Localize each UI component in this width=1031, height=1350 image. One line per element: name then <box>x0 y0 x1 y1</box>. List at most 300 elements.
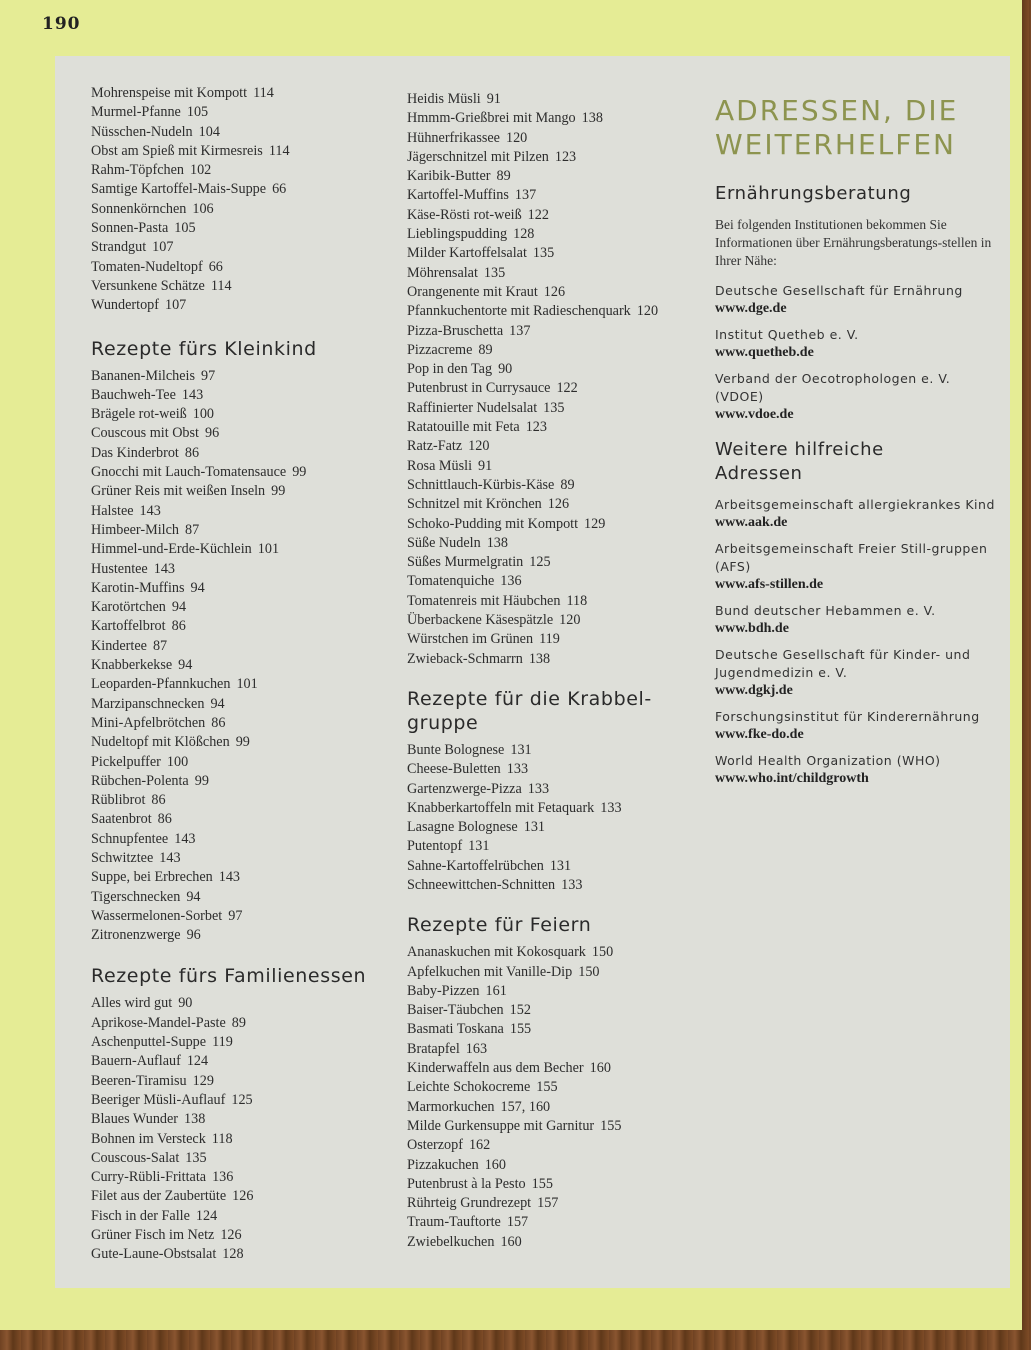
index-entry <box>91 560 391 579</box>
recipe-page: 131 <box>468 838 490 855</box>
recipe-name: Heidis Müsli <box>407 91 481 107</box>
addresses-title-line2: WEITERHELFEN <box>715 128 956 161</box>
recipe-page: 135 <box>483 264 506 281</box>
recipe-page: 125 <box>529 554 551 571</box>
ernaehrung-addresses <box>715 282 1000 424</box>
recipe-name: Aschenputtel-Suppe <box>91 1034 207 1051</box>
index-entry <box>91 1033 391 1052</box>
organization-url: www.who.int/childgrowth <box>715 771 869 786</box>
index-entry <box>407 1020 707 1039</box>
recipe-name: Milder Kartoffelsalat <box>407 245 527 262</box>
recipe-name: Couscous mit Obst <box>91 425 199 442</box>
recipe-page: 87 <box>184 521 200 538</box>
organization-name: World Health Organization (WHO) <box>715 753 941 768</box>
addresses-title <box>715 94 1000 162</box>
recipe-name: Lieblingspudding <box>407 226 508 243</box>
recipe-page: 86 <box>151 792 166 809</box>
recipe-page: 133 <box>527 780 550 797</box>
index-entry <box>407 418 707 437</box>
content-area <box>55 56 1010 1288</box>
recipe-name: Mini-Apfelbrötchen <box>91 714 206 731</box>
heading-krabbelgruppe <box>407 687 707 735</box>
organization-name: Deutsche Gesellschaft für Ernährung <box>715 283 963 298</box>
index-entry <box>91 386 391 405</box>
recipe-name: Bratapfel <box>407 1040 460 1057</box>
recipe-page: 126 <box>232 1188 254 1205</box>
index-entry <box>91 675 391 694</box>
index-entry <box>91 1130 391 1149</box>
index-entry <box>91 868 391 887</box>
recipe-page: 89 <box>560 476 575 493</box>
recipe-name: Knabberkartoffeln mit Fetaquark <box>407 799 595 816</box>
heading-krabbelgruppe-line2: gruppe <box>407 711 479 734</box>
recipe-name: Bananen-Milcheis <box>91 367 196 384</box>
index-entry <box>407 322 707 341</box>
recipe-page: 94 <box>178 657 193 674</box>
list-familienessen <box>91 994 391 1264</box>
address-entry <box>715 370 1000 424</box>
recipe-page: 120 <box>636 303 659 320</box>
index-entry <box>91 84 391 103</box>
recipe-name: Versunkene Schätze <box>91 277 205 294</box>
recipe-page: 94 <box>186 888 201 905</box>
recipe-name: Pizza-Bruschetta <box>407 322 504 339</box>
organization-name: Forschungsinstitut für Kinderernährung <box>715 709 980 724</box>
recipe-name: Rührteig Grundrezept <box>407 1195 532 1212</box>
index-entry <box>407 837 707 856</box>
recipe-page: 131 <box>549 857 572 874</box>
weitere-addresses <box>715 496 1000 788</box>
heading-krabbelgruppe-line1: Rezepte für die Krabbel- <box>407 687 652 710</box>
recipe-page: 136 <box>500 573 522 590</box>
index-column-2 <box>407 90 707 1252</box>
index-entry <box>407 495 707 514</box>
organization-name: Deutsche Gesellschaft für Kinder- und Jugendmedizin e. V. <box>715 647 971 680</box>
index-entry <box>91 637 391 656</box>
recipe-page: 128 <box>222 1246 244 1263</box>
index-entry <box>91 424 391 443</box>
recipe-page: 107 <box>152 239 174 256</box>
organization-url: www.quetheb.de <box>715 345 814 360</box>
recipe-name: Baby-Pizzen <box>407 982 480 999</box>
recipe-name: Tomatenquiche <box>407 573 495 590</box>
index-entry <box>407 244 707 263</box>
organization-url: www.aak.de <box>715 515 788 530</box>
recipe-page: 91 <box>486 91 501 107</box>
recipe-name: Marmorkuchen <box>407 1098 495 1115</box>
recipe-name: Pfannkuchentorte mit Radieschenquark <box>407 303 631 320</box>
list-continued-2 <box>407 90 707 669</box>
index-entry <box>407 1233 707 1252</box>
index-entry <box>407 780 707 799</box>
recipe-name: Karotin-Muffins <box>91 579 185 596</box>
index-entry <box>407 379 707 398</box>
recipe-name: Rüblibrot <box>91 792 146 809</box>
recipe-name: Strandgut <box>91 239 147 256</box>
recipe-page: 155 <box>536 1079 558 1096</box>
index-entry <box>407 611 707 630</box>
recipe-name: Schoko-Pudding mit Kompott <box>407 515 579 532</box>
index-entry <box>407 1213 707 1232</box>
recipe-name: Curry-Rübli-Frittata <box>91 1169 207 1186</box>
recipe-page: 155 <box>600 1117 622 1134</box>
recipe-page: 94 <box>190 579 205 596</box>
recipe-name: Karibik-Butter <box>407 168 491 185</box>
index-entry <box>407 1001 707 1020</box>
recipe-name: Schnupfentee <box>91 830 169 847</box>
index-entry <box>407 943 707 962</box>
index-entry <box>91 617 391 636</box>
organization-url: www.vdoe.de <box>715 407 794 422</box>
recipe-page: 120 <box>505 129 528 146</box>
recipe-name: Rosa Müsli <box>407 457 473 474</box>
index-entry <box>91 103 391 122</box>
index-entry <box>91 907 391 926</box>
recipe-page: 160 <box>589 1060 611 1077</box>
address-entry <box>715 540 1000 594</box>
recipe-page: 155 <box>509 1021 532 1038</box>
recipe-name: Marzipanschnecken <box>91 695 205 712</box>
recipe-page: 161 <box>485 982 507 999</box>
address-entry <box>715 496 1000 532</box>
list-krabbelgruppe <box>407 741 707 895</box>
recipe-name: Sonnen-Pasta <box>91 220 169 237</box>
index-entry <box>91 277 391 296</box>
index-entry <box>91 791 391 810</box>
index-entry <box>91 1226 391 1245</box>
recipe-name: Cheese-Buletten <box>407 761 501 778</box>
index-entry <box>407 592 707 611</box>
recipe-name: Osterzopf <box>407 1137 463 1154</box>
recipe-page: 101 <box>236 676 258 693</box>
recipe-page: 106 <box>192 200 214 217</box>
recipe-page: 99 <box>292 464 307 481</box>
recipe-name: Das Kinderbrot <box>91 444 179 461</box>
index-entry <box>91 772 391 791</box>
index-entry <box>91 405 391 424</box>
index-entry <box>407 264 707 283</box>
recipe-page: 136 <box>212 1169 234 1186</box>
index-entry <box>91 1207 391 1226</box>
recipe-page: 138 <box>528 650 551 667</box>
addresses-title-line1: ADRESSEN, DIE <box>715 94 959 127</box>
recipe-name: Schneewittchen-Schnitten <box>407 876 556 893</box>
recipe-name: Putenbrust à la Pesto <box>407 1175 526 1192</box>
recipe-page: 157 <box>537 1195 559 1212</box>
recipe-page: 133 <box>506 761 529 778</box>
recipe-name: Nüsschen-Nudeln <box>91 123 193 140</box>
index-entry <box>91 463 391 482</box>
index-entry <box>407 437 707 456</box>
index-entry <box>407 186 707 205</box>
recipe-name: Zitronenzwerge <box>91 927 181 944</box>
recipe-page: 126 <box>220 1227 242 1244</box>
index-entry <box>407 1175 707 1194</box>
recipe-page: 129 <box>192 1072 214 1089</box>
index-entry <box>91 1245 391 1264</box>
index-entry <box>91 258 391 277</box>
index-entry <box>91 161 391 180</box>
recipe-page: 66 <box>272 181 287 198</box>
recipe-name: Knabberkekse <box>91 657 173 674</box>
recipe-page: 119 <box>212 1034 233 1051</box>
recipe-page: 123 <box>525 419 547 436</box>
recipe-page: 131 <box>510 741 532 758</box>
organization-name: Arbeitsgemeinschaft allergiekrankes Kind <box>715 497 995 512</box>
recipe-page: 124 <box>195 1207 218 1224</box>
recipe-page: 160 <box>484 1156 506 1173</box>
recipe-page: 138 <box>486 534 508 551</box>
recipe-page: 89 <box>231 1014 246 1031</box>
recipe-page: 105 <box>174 220 196 237</box>
recipe-name: Kartoffelbrot <box>91 618 166 635</box>
index-entry <box>407 302 707 321</box>
recipe-name: Jägerschnitzel mit Pilzen <box>407 148 549 165</box>
recipe-name: Kinderwaffeln aus dem Becher <box>407 1060 584 1077</box>
recipe-name: Ratz-Fatz <box>407 438 463 455</box>
recipe-page: 122 <box>556 380 578 397</box>
recipe-name: Rübchen-Polenta <box>91 772 189 789</box>
recipe-name: Schwitztee <box>91 849 154 866</box>
recipe-name: Pizzakuchen <box>407 1156 479 1173</box>
recipe-page: 150 <box>591 944 614 961</box>
index-entry <box>91 753 391 772</box>
index-entry <box>407 341 707 360</box>
index-entry <box>91 830 391 849</box>
index-entry <box>91 994 391 1013</box>
heading-kleinkind: Rezepte fürs Kleinkind <box>91 337 317 360</box>
index-entry <box>407 963 707 982</box>
index-entry <box>407 630 707 649</box>
index-entry <box>407 283 707 302</box>
heading-familienessen: Rezepte fürs Familienessen <box>91 965 367 988</box>
recipe-page: 89 <box>496 168 511 185</box>
index-entry <box>91 888 391 907</box>
recipe-name: Fisch in der Falle <box>91 1207 190 1224</box>
recipe-name: Wundertopf <box>91 297 159 314</box>
index-entry <box>91 1072 391 1091</box>
recipe-page: 96 <box>205 425 220 442</box>
recipe-name: Bauern-Auflauf <box>91 1053 181 1070</box>
recipe-page: 86 <box>157 811 172 828</box>
recipe-name: Käse-Rösti rot-weiß <box>407 206 522 223</box>
recipe-name: Bunte Bolognese <box>407 741 505 758</box>
recipe-page: 107 <box>164 297 187 314</box>
recipe-name: Raffinierter Nudelsalat <box>407 399 538 416</box>
index-entry <box>407 457 707 476</box>
recipe-page: 99 <box>235 734 250 751</box>
organization-url: www.dgkj.de <box>715 683 793 698</box>
index-entry <box>91 1168 391 1187</box>
index-entry <box>407 515 707 534</box>
recipe-name: Tigerschnecken <box>91 888 181 905</box>
index-entry <box>91 733 391 752</box>
index-entry <box>91 502 391 521</box>
recipe-name: Couscous-Salat <box>91 1149 180 1166</box>
recipe-page: 143 <box>174 830 196 847</box>
index-entry <box>91 1091 391 1110</box>
organization-name: Arbeitsgemeinschaft Freier Still-gruppen (AFS) <box>715 541 988 574</box>
recipe-page: 137 <box>514 187 537 204</box>
recipe-name: Pizzacreme <box>407 341 473 358</box>
recipe-name: Ananaskuchen mit Kokosquark <box>407 944 586 961</box>
recipe-page: 86 <box>211 714 226 731</box>
index-entry <box>407 553 707 572</box>
recipe-page: 162 <box>468 1137 491 1154</box>
recipe-page: 135 <box>532 245 555 262</box>
heading-weitere-line2: Adressen <box>715 463 803 484</box>
index-entry <box>91 367 391 386</box>
recipe-name: Blaues Wunder <box>91 1111 179 1128</box>
recipe-name: Basmati Toskana <box>407 1021 504 1038</box>
recipe-page: 119 <box>539 631 560 648</box>
recipe-name: Hmmm-Grießbrei mit Mango <box>407 110 576 127</box>
recipe-name: Putentopf <box>407 838 463 855</box>
index-entry <box>91 521 391 540</box>
recipe-name: Brägele rot-weiß <box>91 406 187 423</box>
index-entry <box>91 714 391 733</box>
index-entry <box>407 206 707 225</box>
index-entry <box>91 1014 391 1033</box>
recipe-name: Leoparden-Pfannkuchen <box>91 676 231 693</box>
recipe-name: Grüner Fisch im Netz <box>91 1227 215 1244</box>
address-entry <box>715 646 1000 700</box>
heading-ernaehrungsberatung: Ernährungsberatung <box>715 183 912 204</box>
recipe-name: Alles wird gut <box>91 995 173 1012</box>
index-entry <box>91 926 391 945</box>
recipe-name: Grüner Reis mit weißen Inseln <box>91 483 266 500</box>
index-entry <box>407 90 707 109</box>
recipe-name: Traum-Tauftorte <box>407 1214 501 1231</box>
index-entry <box>91 200 391 219</box>
recipe-page: 97 <box>228 907 243 924</box>
recipe-page: 120 <box>468 438 490 455</box>
index-entry <box>407 129 707 148</box>
recipe-name: Beeren-Tiramisu <box>91 1072 187 1089</box>
recipe-name: Gute-Laune-Obstsalat <box>91 1246 217 1263</box>
recipe-name: Samtige Kartoffel-Mais-Suppe <box>91 181 267 198</box>
recipe-name: Suppe, bei Erbrechen <box>91 869 213 886</box>
recipe-page: 100 <box>192 406 215 423</box>
index-entry <box>407 1059 707 1078</box>
index-entry <box>91 1149 391 1168</box>
index-entry <box>91 579 391 598</box>
recipe-page: 135 <box>543 399 565 416</box>
index-entry <box>91 656 391 675</box>
index-entry <box>407 982 707 1001</box>
recipe-page: 89 <box>478 341 493 358</box>
recipe-page: 104 <box>198 123 220 140</box>
recipe-page: 90 <box>498 361 513 378</box>
recipe-page: 138 <box>184 1111 206 1128</box>
recipe-page: 143 <box>159 849 181 866</box>
recipe-name: Filet aus der Zaubertüte <box>91 1188 227 1205</box>
recipe-page: 97 <box>201 367 216 384</box>
index-entry <box>407 148 707 167</box>
organization-url: www.fke-do.de <box>715 727 804 742</box>
index-entry <box>407 167 707 186</box>
recipe-page: 125 <box>231 1091 253 1108</box>
recipe-name: Kartoffel-Muffins <box>407 187 509 204</box>
recipe-name: Leichte Schokocreme <box>407 1079 531 1096</box>
recipe-name: Süße Nudeln <box>407 534 481 551</box>
recipe-page: 99 <box>194 772 209 789</box>
recipe-name: Hühnerfrikassee <box>407 129 500 146</box>
index-entry <box>91 180 391 199</box>
index-entry <box>407 399 707 418</box>
recipe-page: 129 <box>584 515 606 532</box>
recipe-name: Sonnenkörnchen <box>91 200 187 217</box>
index-entry <box>91 142 391 161</box>
recipe-name: Halstee <box>91 502 134 519</box>
recipe-page: 126 <box>547 496 570 513</box>
recipe-page: 138 <box>581 110 603 127</box>
recipe-page: 118 <box>211 1130 233 1147</box>
list-feiern <box>407 943 707 1252</box>
recipe-page: 91 <box>478 457 493 474</box>
index-entry <box>407 360 707 379</box>
recipe-page: 143 <box>218 869 241 886</box>
index-entry <box>407 1040 707 1059</box>
recipe-name: Milde Gurkensuppe mit Garnitur <box>407 1117 595 1134</box>
index-entry <box>407 876 707 895</box>
recipe-page: 124 <box>186 1053 209 1070</box>
recipe-name: Süßes Murmelgratin <box>407 554 524 571</box>
index-entry <box>407 741 707 760</box>
index-entry <box>91 1110 391 1129</box>
recipe-page: 123 <box>554 148 577 165</box>
index-entry <box>407 1078 707 1097</box>
index-entry <box>91 238 391 257</box>
address-entry <box>715 708 1000 744</box>
recipe-page: 128 <box>513 226 535 243</box>
page-number: 190 <box>42 14 81 34</box>
recipe-page: 122 <box>527 206 549 223</box>
recipe-name: Tomaten-Nudeltopf <box>91 258 203 275</box>
address-entry <box>715 282 1000 318</box>
recipe-name: Gartenzwerge-Pizza <box>407 780 522 797</box>
recipe-name: Baiser-Täubchen <box>407 1002 504 1019</box>
recipe-name: Zwieback-Schmarrn <box>407 650 523 667</box>
recipe-page: 99 <box>271 483 286 500</box>
organization-name: Verband der Oecotrophologen e. V. (VDOE) <box>715 371 951 404</box>
recipe-name: Möhrensalat <box>407 264 478 281</box>
index-entry <box>407 818 707 837</box>
list-kleinkind <box>91 367 391 946</box>
heading-weitere-adressen <box>715 438 1000 486</box>
recipe-page: 86 <box>184 444 200 461</box>
recipe-name: Himmel-und-Erde-Küchlein <box>91 541 252 558</box>
organization-name: Bund deutscher Hebammen e. V. <box>715 603 936 618</box>
recipe-page: 143 <box>139 502 161 519</box>
recipe-name: Rahm-Töpfchen <box>91 162 184 179</box>
recipe-name: Schnittlauch-Kürbis-Käse <box>407 476 555 493</box>
recipe-name: Gnocchi mit Lauch-Tomatensauce <box>91 464 287 481</box>
index-entry <box>91 1052 391 1071</box>
ernaehrung-intro: Bei folgenden Institutionen bekommen Sie Informationen über Ernährungsberatungs-stellen in Ihrer Nähe: <box>715 217 992 268</box>
recipe-name: Kindertee <box>91 637 147 654</box>
recipe-page: 152 <box>509 1002 531 1019</box>
recipe-name: Sahne-Kartoffelrübchen <box>407 857 544 874</box>
list-continued-1 <box>91 84 391 316</box>
recipe-page: 114 <box>210 277 232 294</box>
recipe-page: 160 <box>500 1233 522 1250</box>
address-entry <box>715 752 1000 788</box>
index-entry <box>91 219 391 238</box>
recipe-name: Pickelpuffer <box>91 753 161 770</box>
index-entry <box>91 123 391 142</box>
recipe-page: 126 <box>543 283 566 300</box>
